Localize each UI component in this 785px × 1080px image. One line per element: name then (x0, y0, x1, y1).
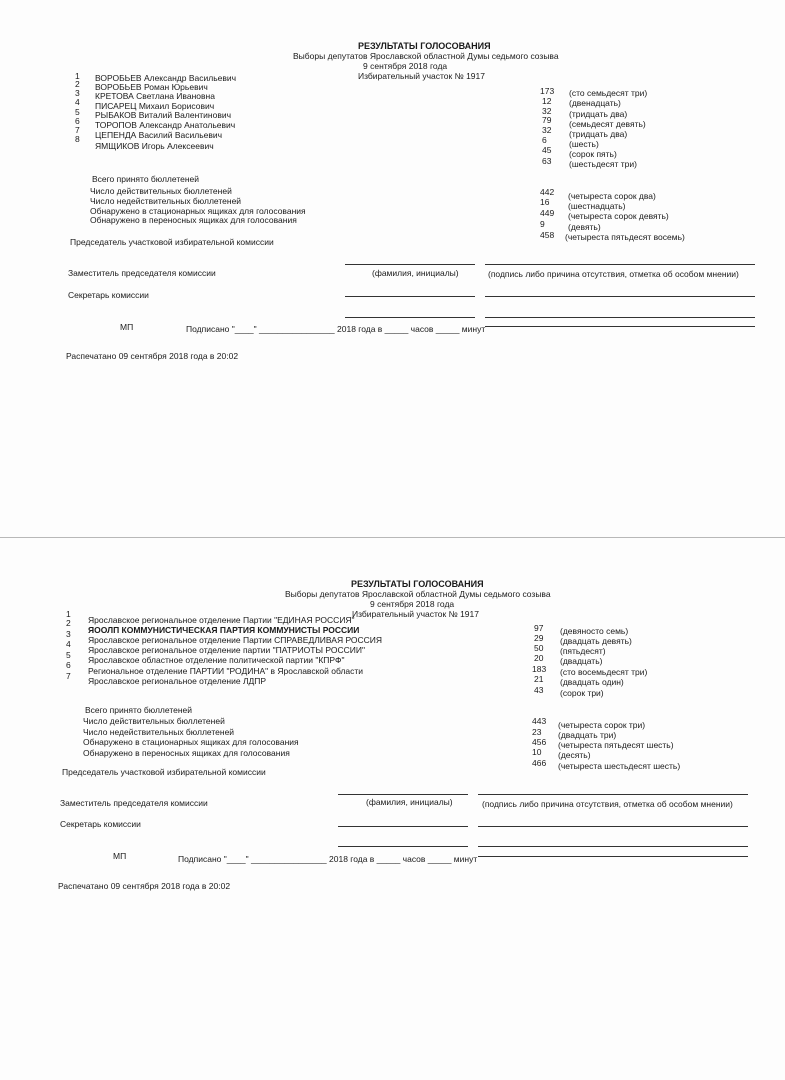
list-item-number: 7 (75, 125, 80, 135)
party-name: Ярославское региональное отделение ЛДПР (88, 676, 267, 686)
party-name: Ярославское региональное отделение Партии "ЕДИНАЯ РОССИЯ" (88, 615, 355, 625)
stamp-place: МП (113, 851, 127, 861)
party-name: Региональное отделение ПАРТИИ "РОДИНА" в Ярославской области (88, 666, 364, 676)
vote-count: 21 (534, 674, 544, 684)
sheet-title: РЕЗУЛЬТАТЫ ГОЛОСОВАНИЯ (351, 579, 484, 589)
totals-value: 466 (532, 758, 547, 768)
vote-count: 63 (542, 156, 552, 166)
vote-count: 50 (534, 643, 544, 653)
totals-value-words: (четыреста сорок три) (558, 720, 646, 730)
list-item-number: 3 (75, 88, 80, 98)
totals-value-words: (четыреста шестьдесят шесть) (558, 761, 681, 771)
vote-count: 79 (542, 115, 552, 125)
vote-count-words: (тридцать два) (569, 129, 628, 139)
totals-label: Всего принято бюллетеней (92, 174, 200, 184)
candidate-name: ТОРОПОВ Александр Анатольевич (95, 120, 236, 130)
totals-label: Обнаружено в переносных ящиках для голосования (90, 215, 297, 225)
vote-count-words: (двадцать) (560, 656, 603, 666)
totals-value-words: (четыреста пятьдесят шесть) (558, 740, 674, 750)
signature-line (338, 794, 468, 795)
totals-value-words: (четыреста пятьдесят восемь) (565, 232, 685, 242)
precinct-number: Избирательный участок № 1917 (352, 609, 479, 619)
vote-count-words: (пятьдесят) (560, 646, 606, 656)
signed-date-line: Подписано "____" ________________ 2018 года в _____ часов _____ минут (178, 854, 478, 864)
signature-line (478, 826, 748, 827)
list-item-number: 4 (66, 639, 71, 649)
signature-line (478, 846, 748, 847)
name-hint: (фамилия, инициалы) (366, 797, 453, 807)
vote-count-words: (двадцать один) (560, 677, 624, 687)
totals-value-words: (четыреста сорок два) (568, 191, 656, 201)
list-item-number: 6 (75, 116, 80, 126)
vote-count: 20 (534, 653, 544, 663)
vote-count-words: (двенадцать) (569, 98, 621, 108)
candidate-name: ЦЕПЕНДА Василий Васильевич (95, 130, 223, 140)
vote-count-words: (шестьдесят три) (569, 159, 637, 169)
list-item-number: 7 (66, 671, 71, 681)
chairman-label: Председатель участковой избирательной комиссии (62, 767, 266, 777)
party-name: ЯООЛП КОММУНИСТИЧЕСКАЯ ПАРТИЯ КОММУНИСТЫ РОССИИ (88, 625, 360, 635)
vote-count: 97 (534, 623, 544, 633)
totals-label: Всего принято бюллетеней (85, 705, 193, 715)
totals-label: Число недействительных бюллетеней (83, 727, 235, 737)
deputy-label: Заместитель председателя комиссии (60, 798, 208, 808)
name-hint: (фамилия, инициалы) (372, 268, 459, 278)
stamp-place: МП (120, 322, 134, 332)
election-date: 9 сентября 2018 года (370, 599, 455, 609)
secretary-label: Секретарь комиссии (60, 819, 141, 829)
totals-value-words: (четыреста сорок девять) (568, 211, 669, 221)
list-item-number: 3 (66, 629, 71, 639)
vote-count-words: (сорок три) (560, 688, 604, 698)
totals-value: 443 (532, 716, 547, 726)
deputy-label: Заместитель председателя комиссии (68, 268, 216, 278)
candidate-name: КРЕТОВА Светлана Ивановна (95, 91, 215, 101)
vote-count-words: (девяносто семь) (560, 626, 629, 636)
sheet-title: РЕЗУЛЬТАТЫ ГОЛОСОВАНИЯ (358, 41, 491, 51)
party-name: Ярославское региональное отделение партии "ПАТРИОТЫ РОССИИ" (88, 645, 365, 655)
signature-hint: (подпись либо причина отсутствия, отметка об особом мнении) (482, 799, 733, 809)
list-item-number: 2 (66, 618, 71, 628)
secretary-label: Секретарь комиссии (68, 290, 149, 300)
totals-label: Число действительных бюллетеней (90, 186, 232, 196)
vote-count: 6 (542, 135, 547, 145)
totals-value-words: (десять) (558, 750, 591, 760)
totals-value: 16 (540, 197, 550, 207)
candidate-name: ВОРОБЬЕВ Роман Юрьевич (95, 82, 208, 92)
signature-line (338, 846, 468, 847)
candidate-name: ПИСАРЕЦ Михаил Борисович (95, 101, 215, 111)
vote-count: 32 (542, 125, 552, 135)
precinct-number: Избирательный участок № 1917 (358, 71, 485, 81)
totals-value-words: (шестнадцать) (568, 201, 626, 211)
totals-value: 442 (540, 187, 555, 197)
totals-label: Обнаружено в стационарных ящиках для голосования (90, 206, 306, 216)
vote-count: 32 (542, 106, 552, 116)
candidate-name: ЯМЩИКОВ Игорь Алексеевич (95, 141, 214, 151)
list-item-number: 4 (75, 97, 80, 107)
list-item-number: 1 (66, 609, 71, 619)
totals-label: Обнаружено в переносных ящиках для голосования (83, 748, 290, 758)
totals-value: 456 (532, 737, 547, 747)
candidate-name: РЫБАКОВ Виталий Валентинович (95, 110, 232, 120)
election-subtitle: Выборы депутатов Ярославской областной Думы седьмого созыва (293, 51, 559, 61)
vote-count: 12 (542, 96, 552, 106)
party-name: Ярославское региональное отделение Партии СПРАВЕДЛИВАЯ РОССИЯ (88, 635, 383, 645)
candidate-name: ВОРОБЬЕВ Александр Васильевич (95, 73, 237, 83)
totals-label: Число действительных бюллетеней (83, 716, 225, 726)
vote-count: 183 (532, 664, 547, 674)
list-item-number: 5 (75, 107, 80, 117)
totals-value: 10 (532, 747, 542, 757)
vote-count-words: (шесть) (569, 139, 599, 149)
list-item-number: 1 (75, 71, 80, 81)
vote-count: 173 (540, 86, 555, 96)
printed-timestamp: Распечатано 09 сентября 2018 года в 20:02 (58, 881, 231, 891)
election-subtitle: Выборы депутатов Ярославской областной Думы седьмого созыва (285, 589, 551, 599)
totals-label: Обнаружено в стационарных ящиках для голосования (83, 737, 299, 747)
election-date: 9 сентября 2018 года (363, 61, 448, 71)
vote-count-words: (сорок пять) (569, 149, 617, 159)
vote-count: 45 (542, 145, 552, 155)
signature-line (478, 794, 748, 795)
list-item-number: 5 (66, 650, 71, 660)
totals-value: 449 (540, 208, 555, 218)
vote-count-words: (тридцать два) (569, 109, 628, 119)
chairman-label: Председатель участковой избирательной комиссии (70, 237, 274, 247)
vote-count: 29 (534, 633, 544, 643)
totals-value: 23 (532, 727, 542, 737)
signature-hint: (подпись либо причина отсутствия, отметка об особом мнении) (488, 269, 739, 279)
party-name: Ярославское областное отделение политической партии "КПРФ" (88, 655, 345, 665)
totals-value-words: (двадцать три) (558, 730, 617, 740)
totals-label: 458 (540, 230, 555, 240)
signed-date-line: Подписано "____" ________________ 2018 года в _____ часов _____ минут (186, 324, 486, 334)
list-item-number: 2 (75, 79, 80, 89)
vote-count-words: (сто восемьдесят три) (560, 667, 648, 677)
totals-value-words: (девять) (568, 222, 601, 232)
signature-line (338, 826, 468, 827)
totals-label: Число недействительных бюллетеней (90, 196, 242, 206)
printed-timestamp: Распечатано 09 сентября 2018 года в 20:02 (66, 351, 239, 361)
vote-count-words: (сто семьдесят три) (569, 88, 648, 98)
list-item-number: 8 (75, 134, 80, 144)
vote-count: 43 (534, 685, 544, 695)
vote-count-words: (семьдесят девять) (569, 119, 646, 129)
totals-value: 9 (540, 219, 545, 229)
vote-count-words: (двадцать девять) (560, 636, 632, 646)
list-item-number: 6 (66, 660, 71, 670)
signature-line (478, 856, 748, 857)
